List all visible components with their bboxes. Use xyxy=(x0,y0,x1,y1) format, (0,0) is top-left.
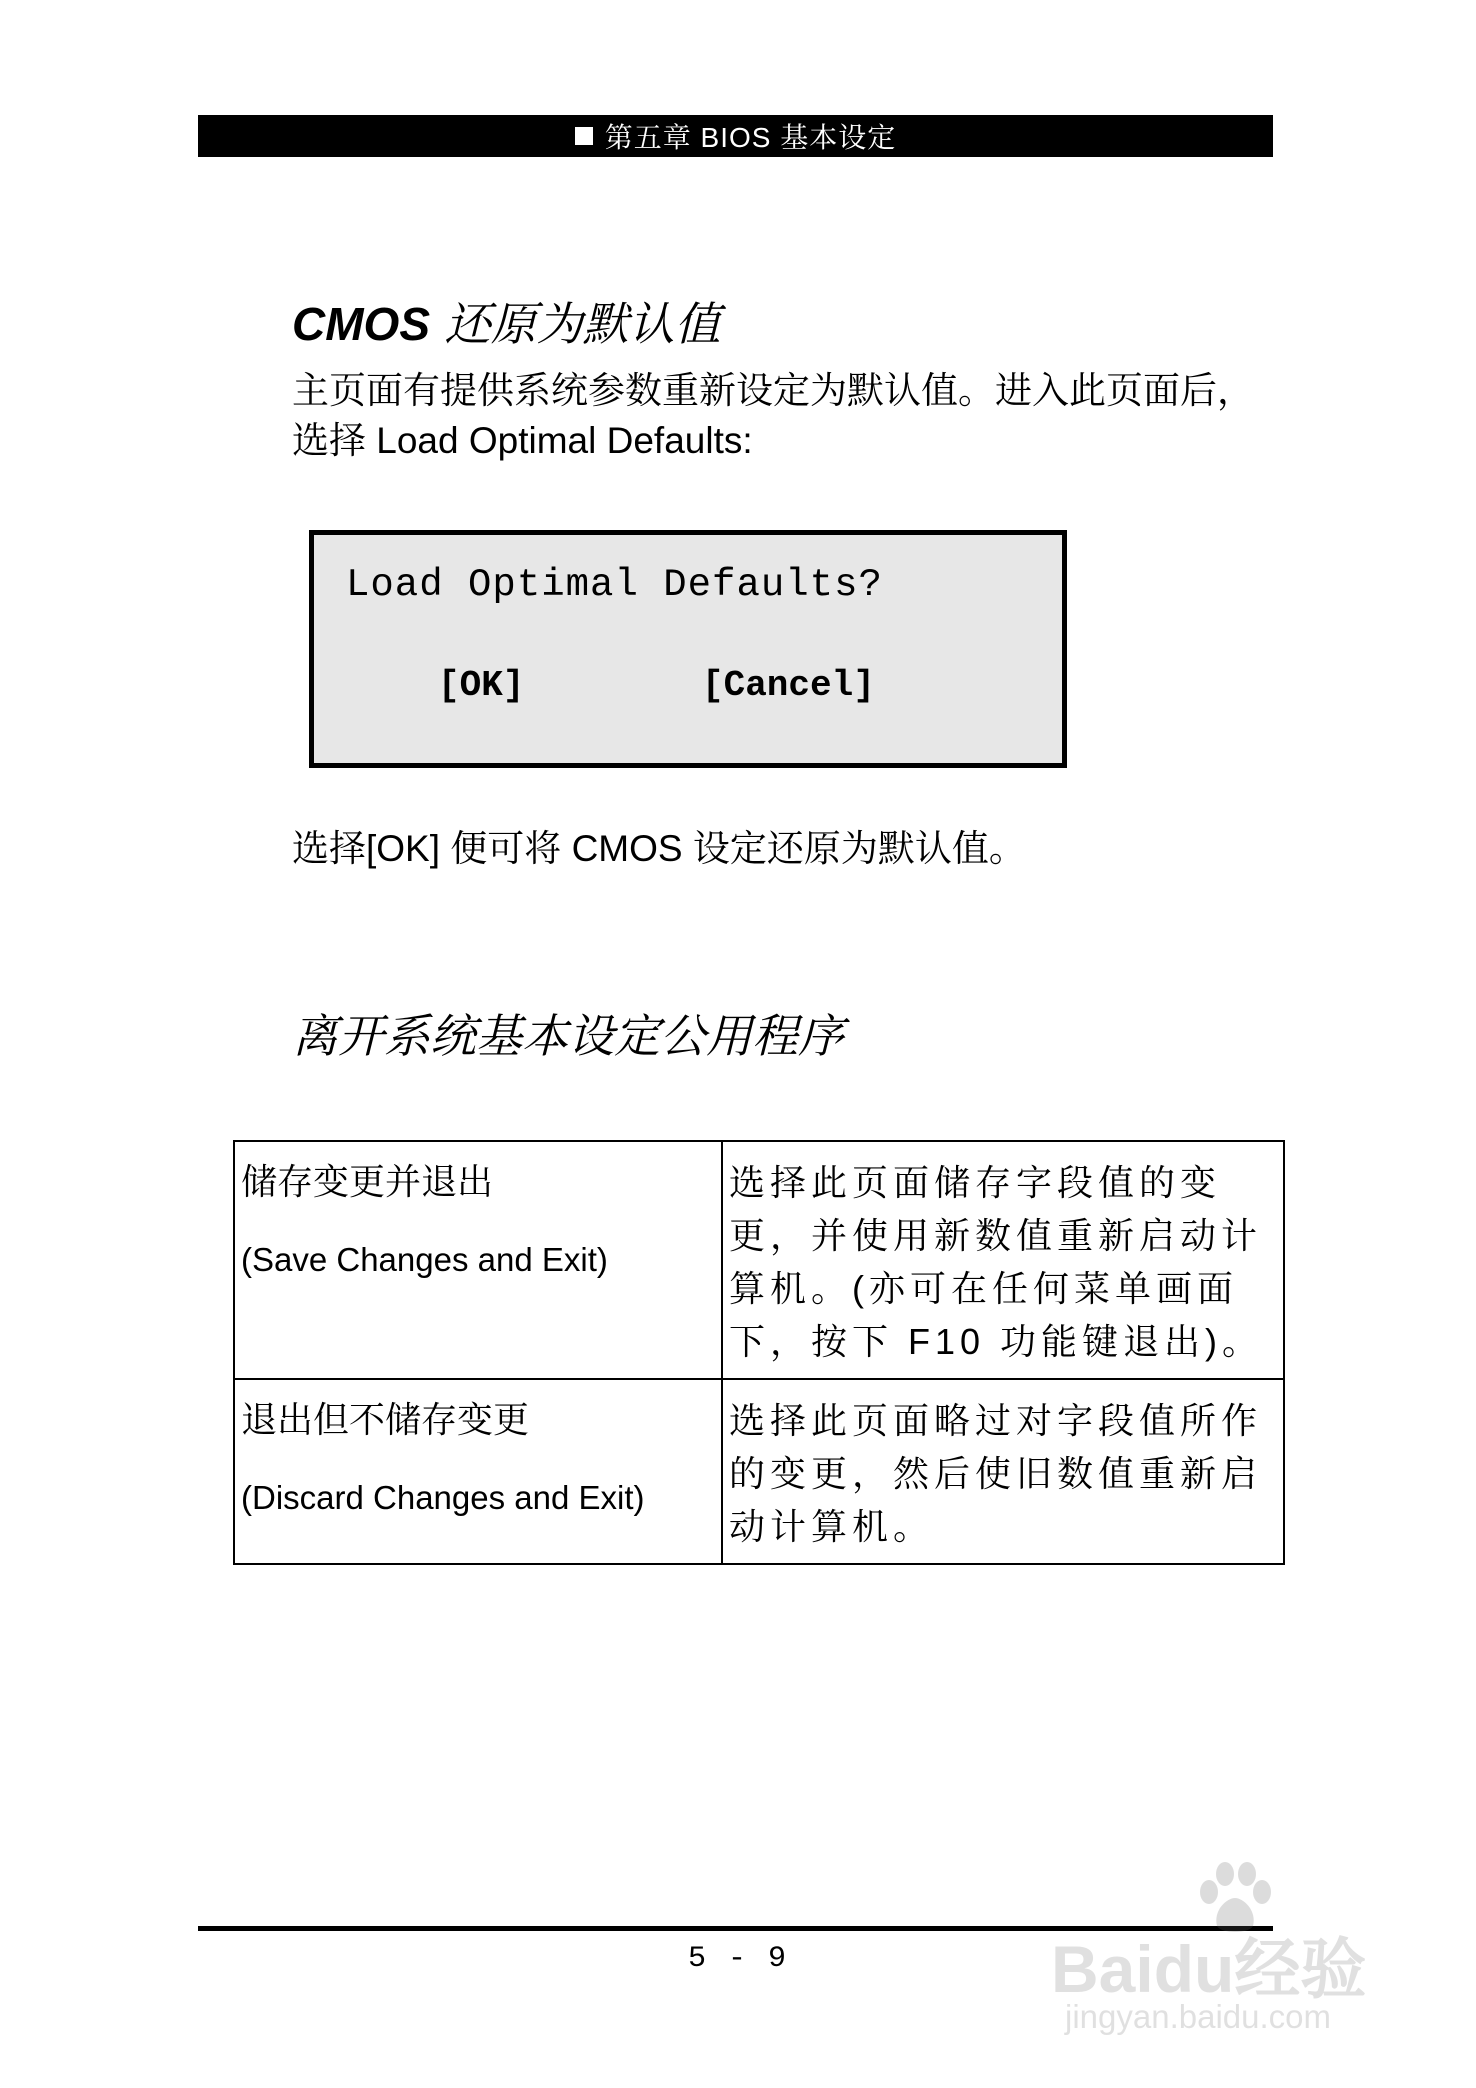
option-name-en: (Save Changes and Exit) xyxy=(241,1241,608,1278)
option-description: 选择此页面略过对字段值所作的变更，然后使旧数值重新启动计算机。 xyxy=(722,1379,1284,1564)
option-name-en: (Discard Changes and Exit) xyxy=(241,1479,645,1516)
section-title-cn: 还原为默认值 xyxy=(430,297,721,351)
footer-rule xyxy=(198,1926,1273,1931)
intro-paragraph: 主页面有提供系统参数重新设定为默认值。进入此页面后，选择 Load Optimal Defaults: xyxy=(292,370,1254,461)
ok-instruction: 选择[OK] 便可将 CMOS 设定还原为默认值。 xyxy=(292,828,1026,869)
section-title-latin: CMOS xyxy=(292,298,430,350)
page-number: 5 - 9 xyxy=(687,1942,788,1976)
chapter-title: 第五章 BIOS 基本设定 xyxy=(604,122,897,153)
section-title-exit: 离开系统基本设定公用程序 xyxy=(292,1009,844,1063)
ok-button[interactable]: [OK] xyxy=(438,665,525,706)
chapter-header xyxy=(198,115,1273,157)
option-description: 选择此页面储存字段值的变更，并使用新数值重新启动计算机。(亦可在任何菜单画面下，按下 F10 功能键退出)。 xyxy=(722,1141,1284,1379)
option-name-cell xyxy=(234,1379,722,1564)
exit-options-table xyxy=(233,1140,1285,1565)
watermark-logo-text: Baidu经验 xyxy=(1051,1932,1367,2006)
load-defaults-dialog xyxy=(309,530,1067,768)
cancel-button[interactable]: [Cancel] xyxy=(702,665,875,706)
option-name-cn: 退出但不储存变更 xyxy=(241,1399,530,1440)
paw-logo-icon xyxy=(1195,1862,1275,1934)
watermark-url: jingyan.baidu.com xyxy=(1065,1998,1331,2035)
table-row xyxy=(234,1141,1284,1379)
table-row xyxy=(234,1379,1284,1564)
square-bullet-icon xyxy=(575,127,593,145)
option-name-cell xyxy=(234,1141,722,1379)
option-name-cn: 储存变更并退出 xyxy=(241,1161,494,1202)
dialog-question: Load Optimal Defaults? xyxy=(346,563,883,607)
section-title-cmos xyxy=(292,288,721,354)
